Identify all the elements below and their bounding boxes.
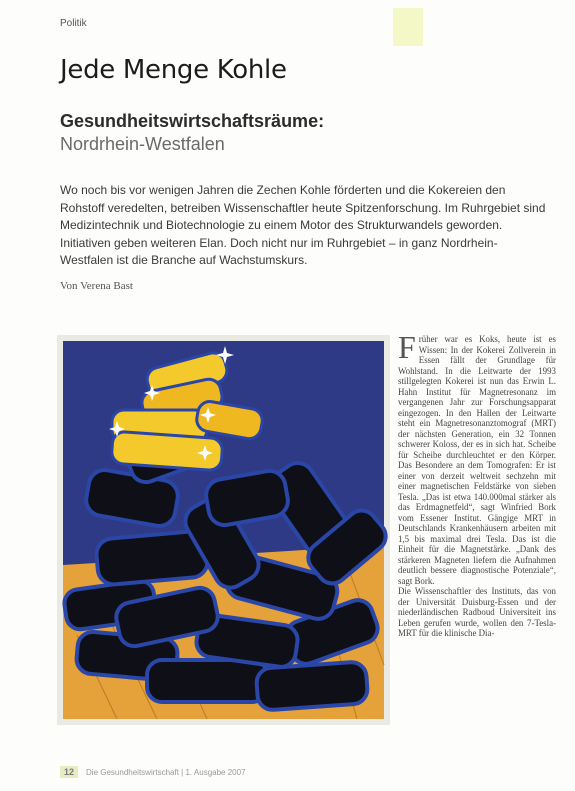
- article-subtitle: Gesundheitswirtschaftsräume:: [60, 111, 325, 131]
- article-lead: Wo noch bis vor wenigen Jahren die Zechen Kohle förderten und die Kokereien den Rohstoff veredelten, betreiben Wissenschaftler heute Spitzenforschung. Im Ruhrgebiet sind Medizintechnik und Biotechnologie zu einem Motor des Strukturwandels geworden. Initiativen geben weiteren Elan. Doch nicht nur im Ruhrgebiet – in ganz Nordrhein-Westfalen ist die Branche auf Wachstumskurs.: [60, 183, 546, 267]
- body-paragraph-1-text: rüher war es Koks, heute ist es Wissen: In der Kokerei Zollverein in Essen fällt der Grundlage für Wohlstand. In die Leitwarte der 1993 stillgelegten Kokerei ist nun das Erwin L. Hahn Institut für Magnetresonanz im vergangenen Jahr zur Forschungsapparat eingezogen. In den Hallen der Leitwarte steht ein Magnetresonanztomograf (MRT) der nächsten Generation, ein 32 Tonnen schwerer Koloss, der es in sich hat. Scheibe für Scheibe durchleuchtet er den Körper. Das Besondere an dem Tomografen: Er ist einer von derzeit weltweit sechzehn mit einer magnetischen Feldstärke von sieben Tesla. „Das ist etwa 140.000mal stärker als das Erdmagnetfeld“, sagt Winfried Bork vom Essener Institut. Gängige MRT in Deutschlands Krankenhäusern arbeiten mit 1,5 bis maximal drei Tesla. Das ist die Einheit für die Magnetstärke. „Dank des stärkeren Magneten liefern die Aufnahmen deutlich bessere diagnostische Potenziale“, sagt Bork.: [398, 334, 556, 586]
- section-label: Politik: [60, 18, 87, 29]
- article-author: Von Verena Bast: [60, 280, 133, 292]
- coal-illustration: [57, 335, 390, 725]
- body-paragraph-1: [398, 329, 556, 586]
- page-footer: [60, 766, 246, 778]
- publication-name: Die Gesundheitswirtschaft | 1. Ausgabe 2007: [86, 767, 246, 777]
- article-title: Jede Menge Kohle: [60, 55, 287, 85]
- drop-cap: F: [398, 329, 416, 365]
- page-number: 12: [60, 766, 78, 778]
- corner-tab: [393, 8, 423, 46]
- body-paragraph-2: Die Wissenschaftler des Instituts, das von der Universität Duisburg-Essen und der niederländischen Radboud Universiteit ins Leben gerufen wurde, wollen den 7-Tesla-MRT für die klinische Dia-: [398, 586, 556, 638]
- article-body-column: [398, 329, 556, 639]
- article-region: Nordrhein-Westfalen: [60, 134, 225, 154]
